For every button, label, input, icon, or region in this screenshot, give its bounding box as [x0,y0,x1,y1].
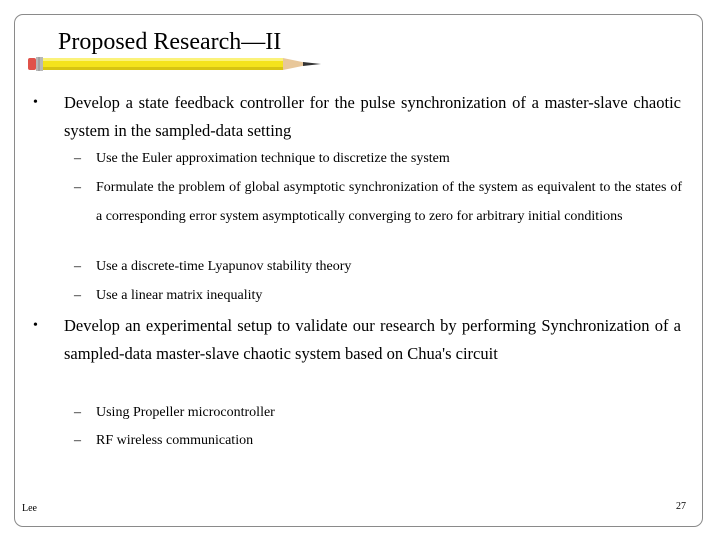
sub-bullet-dash: – [74,433,81,448]
sub-bullet-dash: – [74,151,81,166]
sub-bullet-text: Using Propeller microcontroller [96,405,275,420]
pencil-lead [303,62,321,66]
sub-bullet-dash: – [74,405,81,420]
sub-bullet-text: RF wireless communication [96,433,254,448]
sub-bullet-text: Use a discrete-time Lyapunov stability theory [96,259,352,274]
sub-bullet-text: Use a linear matrix inequality [96,288,263,303]
page-number: 27 [676,501,686,512]
footer-author: Lee [22,503,37,514]
sub-bullet-item [74,173,682,231]
sub-bullet-item [74,281,682,310]
sub-bullet-dash: – [74,259,81,274]
sub-bullet-item [74,144,682,173]
sub-bullet-dash: – [74,180,81,195]
sub-bullet-text: Use the Euler approximation technique to discretize the system [96,151,450,166]
bullet-item [33,89,681,145]
pencil-eraser [28,58,36,70]
sub-bullet-text: Formulate the problem of global asymptotic synchronization of the system as equivalent to the states of a corresponding error system asymptotically converging to zero for arbitrary initial conditions [96,180,682,224]
bullet-item [33,312,681,368]
bullet-text: Develop an experimental setup to validate our research by performing Synchronization of a sampled-data master-slave chaotic system based on Chua's circuit [64,316,681,363]
bullet-dot: • [33,95,38,110]
sub-bullet-item [74,426,682,455]
bullet-text: Develop a state feedback controller for the pulse synchronization of a master-slave chaotic system in the sampled-data setting [64,93,681,140]
sub-bullet-item [74,398,682,427]
sub-bullet-dash: – [74,288,81,303]
bullet-dot: • [33,318,38,333]
sub-bullet-item [74,252,682,281]
pencil-icon [27,54,323,74]
slide-title: Proposed Research—II [58,29,282,55]
